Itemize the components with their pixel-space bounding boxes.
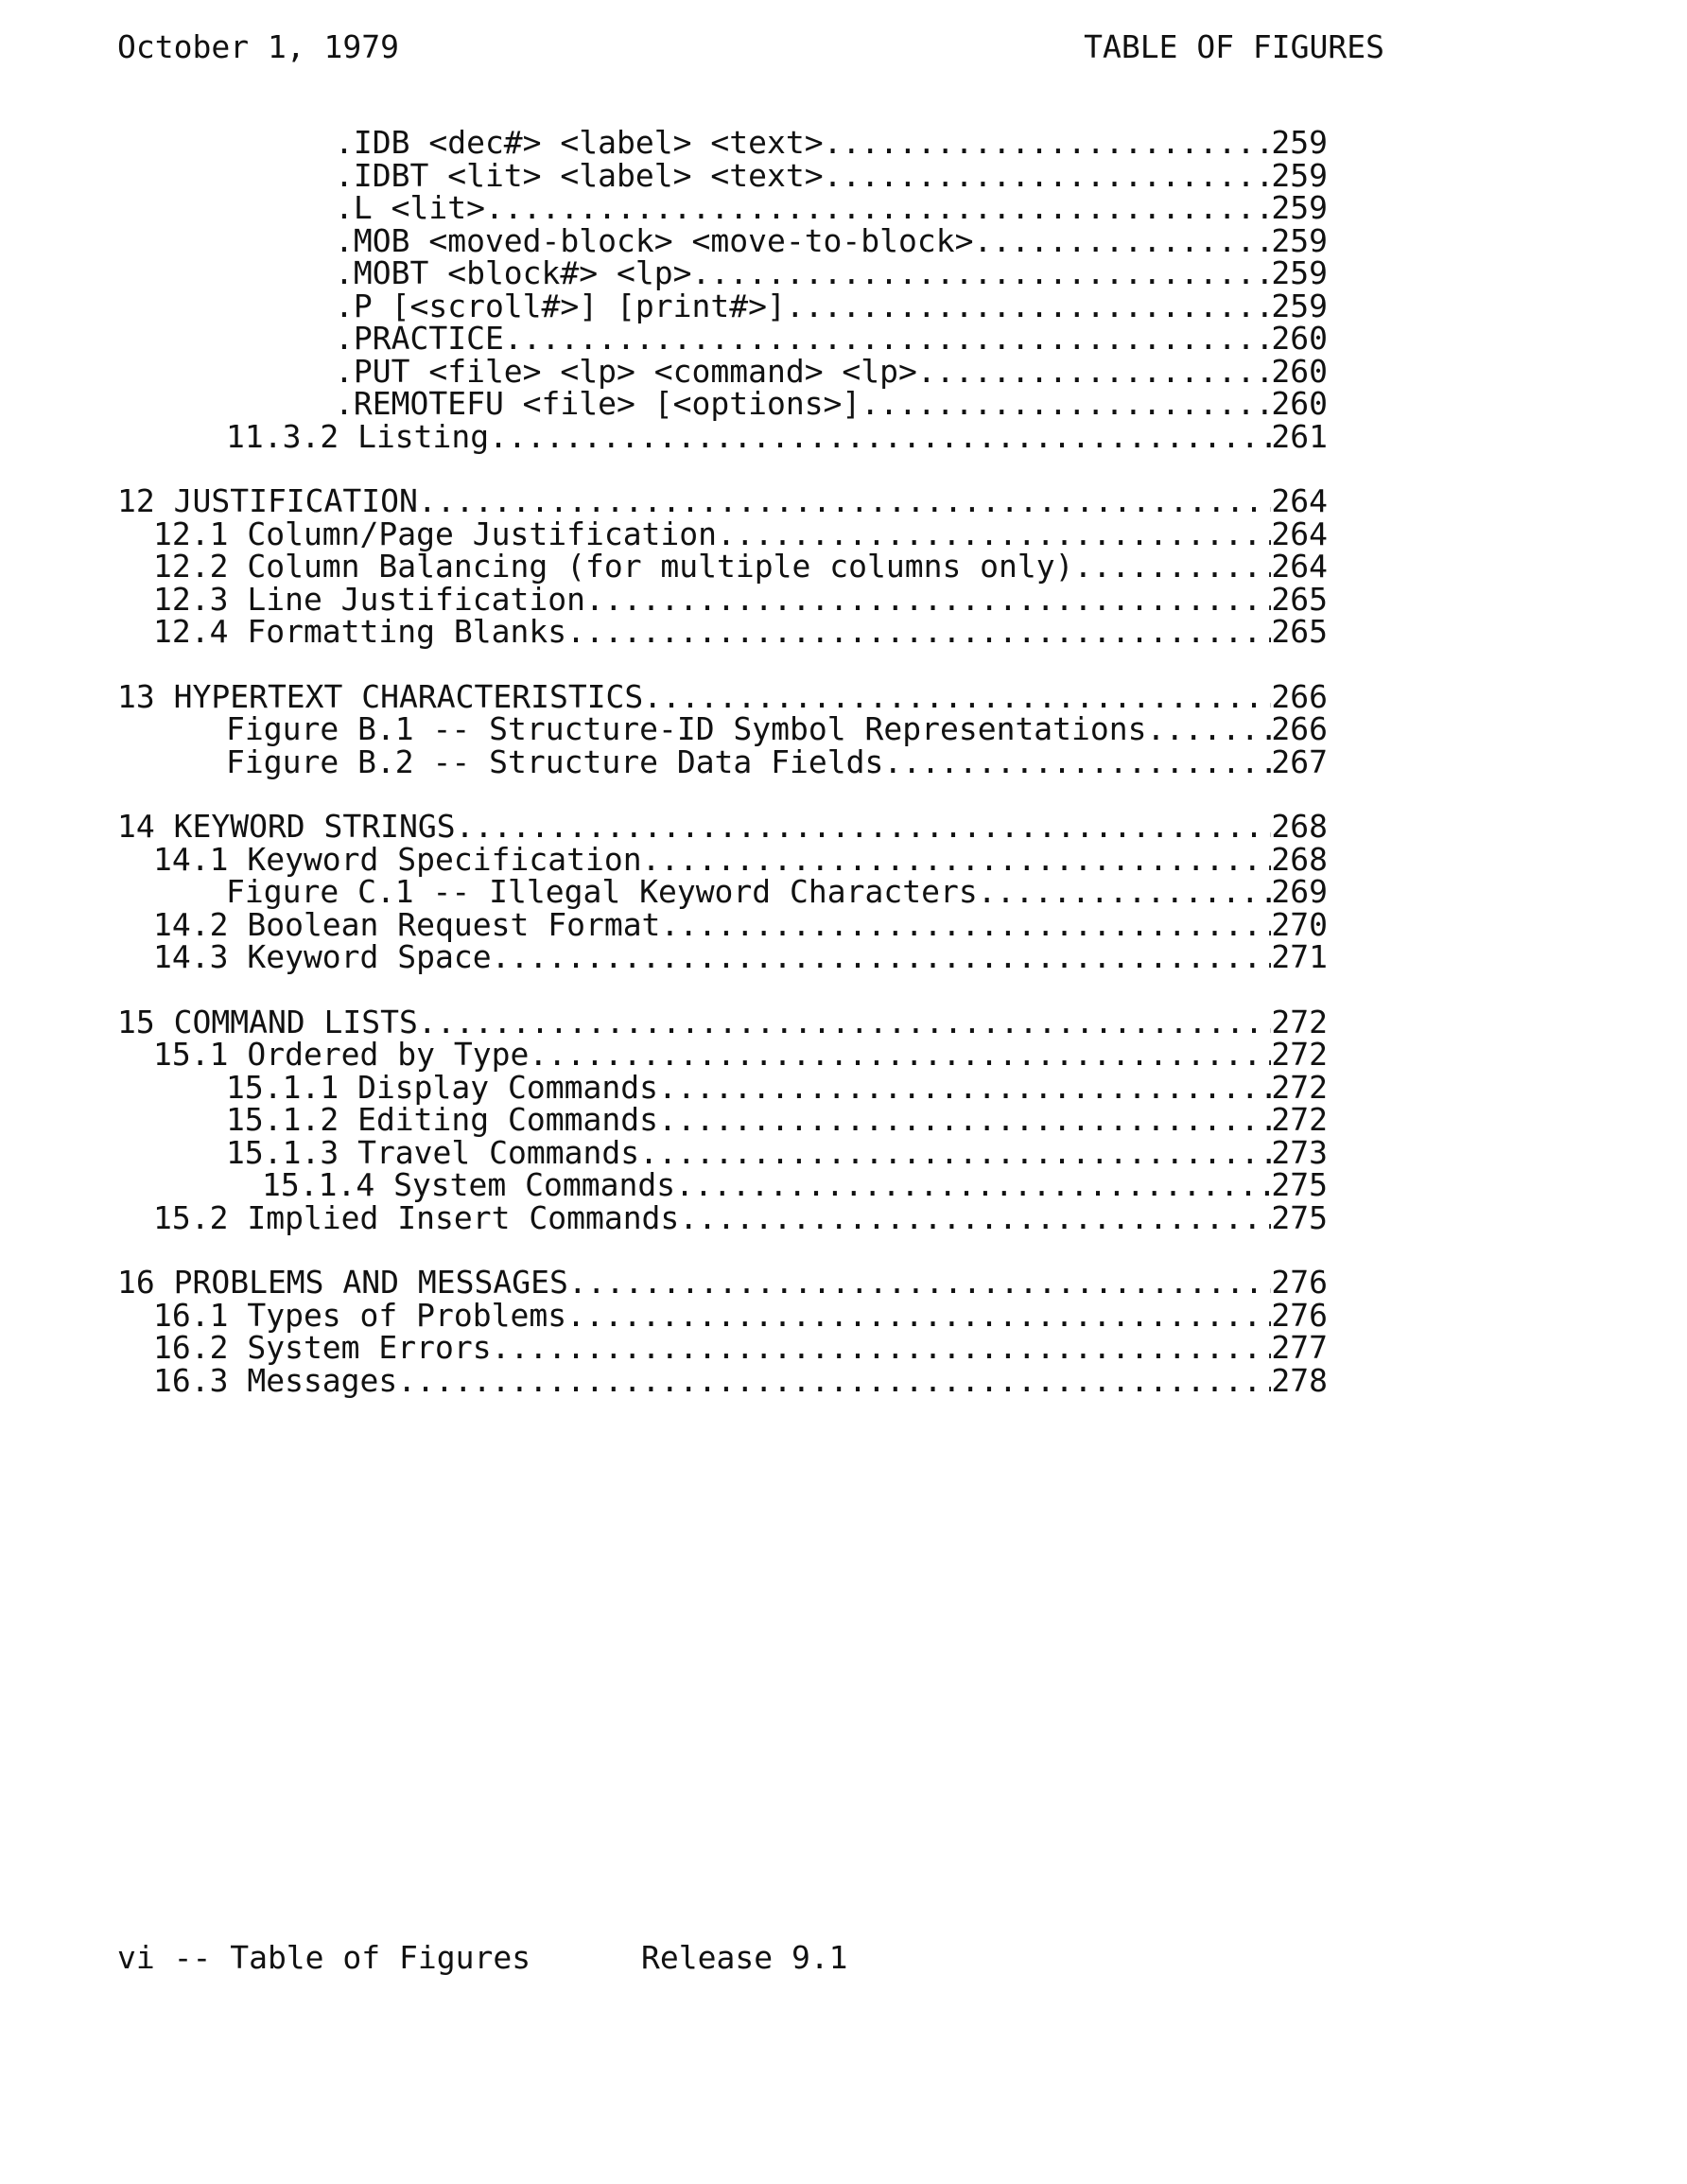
toc-entry-page: 261 (1271, 417, 1328, 455)
toc-entry (117, 550, 1328, 584)
toc-entry (117, 515, 1328, 552)
toc-entry (117, 1198, 1328, 1236)
toc-entry-page: 259 (1271, 124, 1328, 161)
toc-dot-leader (504, 323, 1272, 356)
toc-entry (117, 417, 1328, 455)
toc-entry-page: 264 (1271, 548, 1328, 585)
toc-entry (117, 156, 1328, 194)
toc-entry (117, 124, 1328, 161)
toc-entry (117, 254, 1328, 291)
toc-entry-page: 260 (1271, 320, 1328, 357)
footer-page-label: vi -- Table of Figures (117, 1939, 531, 1976)
toc-entry-title: 15 COMMAND LISTS (117, 1003, 418, 1040)
toc-entry (117, 840, 1328, 878)
toc-entry (117, 1361, 1328, 1399)
toc-dot-leader (660, 909, 1271, 942)
toc-entry-page: 265 (1271, 613, 1328, 650)
toc-entry-page: 272 (1271, 1003, 1328, 1040)
toc-dot-leader (658, 1104, 1271, 1137)
toc-entry-title: 14.1 Keyword Specification (153, 840, 642, 878)
toc-entry (117, 1329, 1328, 1366)
toc-entry-page: 272 (1271, 1036, 1328, 1073)
toc-entry-page: 272 (1271, 1101, 1328, 1138)
toc-entry-title: 12.1 Column/Page Justification (153, 515, 718, 552)
toc-entry-title: Figure B.2 -- Structure Data Fields (226, 743, 884, 780)
toc-entry-page: 264 (1271, 515, 1328, 552)
toc-entry-title: .REMOTEFU <file> [<options>] (335, 385, 861, 422)
toc-dot-leader (642, 844, 1272, 877)
toc-entry-page: 273 (1271, 1133, 1328, 1171)
toc-entry (117, 873, 1328, 910)
toc-entry-page: 259 (1271, 189, 1328, 226)
toc-entry (117, 1036, 1328, 1073)
toc-entry-title: .MOB <moved-block> <move-to-block> (335, 221, 974, 259)
toc-entry-title: 16.1 Types of Problems (153, 1296, 567, 1334)
toc-dot-leader (639, 1137, 1271, 1170)
toc-entry-title: .IDBT <lit> <label> <text> (335, 156, 824, 194)
toc-entry (117, 221, 1328, 259)
toc-entry-title: 15.2 Implied Insert Commands (153, 1198, 680, 1236)
toc-dot-leader (485, 192, 1271, 225)
page-footer (117, 1937, 848, 1979)
toc-dot-leader (883, 746, 1271, 779)
toc-dot-leader (492, 941, 1272, 974)
toc-entry-title: 13 HYPERTEXT CHARACTERISTICS (117, 677, 644, 715)
toc-dot-leader (974, 225, 1272, 258)
toc-dot-leader (717, 518, 1271, 551)
toc-entry-page: 268 (1271, 808, 1328, 845)
toc-entry-title: 16.2 System Errors (153, 1329, 492, 1366)
toc-entry-page: 259 (1271, 254, 1328, 291)
toc-entry-title: .PUT <file> <lp> <command> <lp> (335, 352, 917, 390)
toc-entry-title: 15.1.3 Travel Commands (226, 1133, 640, 1171)
header-section-title: TABLE OF FIGURES (1084, 28, 1384, 65)
toc-entry-title: 16.3 Messages (153, 1361, 398, 1399)
toc-entry-title: 15.1 Ordered by Type (153, 1036, 530, 1073)
toc-entry-title: 14 KEYWORD STRINGS (117, 808, 456, 845)
toc-entry-title: 15.1.4 System Commands (262, 1166, 676, 1203)
toc-entry (117, 287, 1328, 324)
toc-entry (117, 808, 1328, 845)
toc-dot-leader (492, 1332, 1272, 1365)
toc-entry-page: 260 (1271, 385, 1328, 422)
toc-entry (117, 1003, 1328, 1040)
toc-entry-title: .PRACTICE (335, 320, 504, 357)
toc-dot-leader (489, 421, 1271, 454)
toc-dot-leader (568, 1267, 1272, 1300)
table-of-contents (117, 124, 1328, 1399)
toc-entry-title: Figure B.1 -- Structure-ID Symbol Representations (226, 710, 1147, 747)
toc-entry (117, 580, 1328, 618)
toc-entry-page: 271 (1271, 938, 1328, 975)
toc-entry (117, 938, 1328, 975)
toc-entry (117, 710, 1328, 747)
toc-entry (117, 677, 1328, 715)
toc-entry-page: 278 (1271, 1361, 1328, 1399)
toc-dot-leader (643, 681, 1271, 714)
toc-entry-page: 275 (1271, 1198, 1328, 1236)
toc-dot-leader (1147, 713, 1272, 746)
toc-dot-leader (679, 1202, 1271, 1235)
toc-entry-page: 276 (1271, 1264, 1328, 1301)
toc-dot-leader (529, 1039, 1271, 1072)
toc-dot-leader (566, 616, 1271, 649)
header-date: October 1, 1979 (117, 28, 400, 65)
toc-entry-title: Figure C.1 -- Illegal Keyword Characters (226, 873, 978, 910)
toc-entry-title: .L <lit> (335, 189, 485, 226)
toc-entry-page: 259 (1271, 156, 1328, 194)
toc-entry-title: 12.2 Column Balancing (for multiple columns only) (153, 548, 1074, 585)
toc-dot-leader (692, 257, 1272, 290)
toc-entry-page: 259 (1271, 287, 1328, 324)
toc-entry-page: 276 (1271, 1296, 1328, 1334)
toc-entry (117, 1101, 1328, 1138)
toc-entry (117, 1264, 1328, 1301)
toc-entry-title: 14.2 Boolean Request Format (153, 905, 661, 943)
toc-entry-page: 264 (1271, 482, 1328, 519)
toc-dot-leader (397, 1365, 1271, 1398)
toc-entry-title: 16 PROBLEMS AND MESSAGES (117, 1264, 568, 1301)
toc-entry-page: 259 (1271, 221, 1328, 259)
toc-entry-page: 265 (1271, 580, 1328, 618)
toc-dot-leader (786, 290, 1272, 323)
toc-entry-page: 260 (1271, 352, 1328, 390)
toc-dot-leader (418, 485, 1272, 518)
toc-entry-page: 267 (1271, 743, 1328, 780)
toc-dot-leader (978, 876, 1272, 909)
toc-dot-leader (456, 811, 1272, 844)
toc-entry-title: 15.1.1 Display Commands (226, 1068, 658, 1106)
toc-entry (117, 1166, 1328, 1203)
toc-entry-page: 277 (1271, 1329, 1328, 1366)
toc-entry-title: 12 JUSTIFICATION (117, 482, 418, 519)
toc-entry (117, 743, 1328, 780)
toc-entry-title: 15.1.2 Editing Commands (226, 1101, 658, 1138)
toc-entry (117, 1133, 1328, 1171)
toc-entry-title: 12.3 Line Justification (153, 580, 585, 618)
toc-entry (117, 1296, 1328, 1334)
toc-dot-leader (824, 160, 1272, 193)
toc-entry (117, 905, 1328, 943)
toc-dot-leader (418, 1006, 1272, 1040)
toc-entry-title: .MOBT <block#> <lp> (335, 254, 692, 291)
footer-release: Release 9.1 (641, 1939, 848, 1976)
toc-entry (117, 613, 1328, 650)
toc-dot-leader (824, 127, 1272, 160)
toc-entry-page: 275 (1271, 1166, 1328, 1203)
toc-entry-page: 269 (1271, 873, 1328, 910)
toc-entry-page: 266 (1271, 677, 1328, 715)
toc-entry-page: 266 (1271, 710, 1328, 747)
toc-dot-leader (566, 1300, 1271, 1333)
toc-entry (117, 320, 1328, 357)
toc-entry-title: .IDB <dec#> <label> <text> (335, 124, 824, 161)
page-header (117, 26, 1384, 68)
toc-entry (117, 352, 1328, 390)
toc-entry-title: 14.3 Keyword Space (153, 938, 492, 975)
toc-dot-leader (658, 1072, 1271, 1105)
toc-entry (117, 385, 1328, 422)
toc-entry (117, 482, 1328, 519)
toc-dot-leader (861, 388, 1271, 421)
toc-entry (117, 1068, 1328, 1106)
toc-dot-leader (1074, 550, 1272, 584)
toc-entry-page: 268 (1271, 840, 1328, 878)
toc-entry-page: 270 (1271, 905, 1328, 943)
toc-entry-page: 272 (1271, 1068, 1328, 1106)
toc-entry-title: 11.3.2 Listing (226, 417, 490, 455)
toc-entry-title: .P [<scroll#>] [print#>] (335, 287, 786, 324)
toc-entry (117, 189, 1328, 226)
toc-dot-leader (675, 1169, 1271, 1202)
toc-entry-title: 12.4 Formatting Blanks (153, 613, 567, 650)
toc-dot-leader (917, 356, 1271, 389)
toc-dot-leader (585, 584, 1271, 617)
